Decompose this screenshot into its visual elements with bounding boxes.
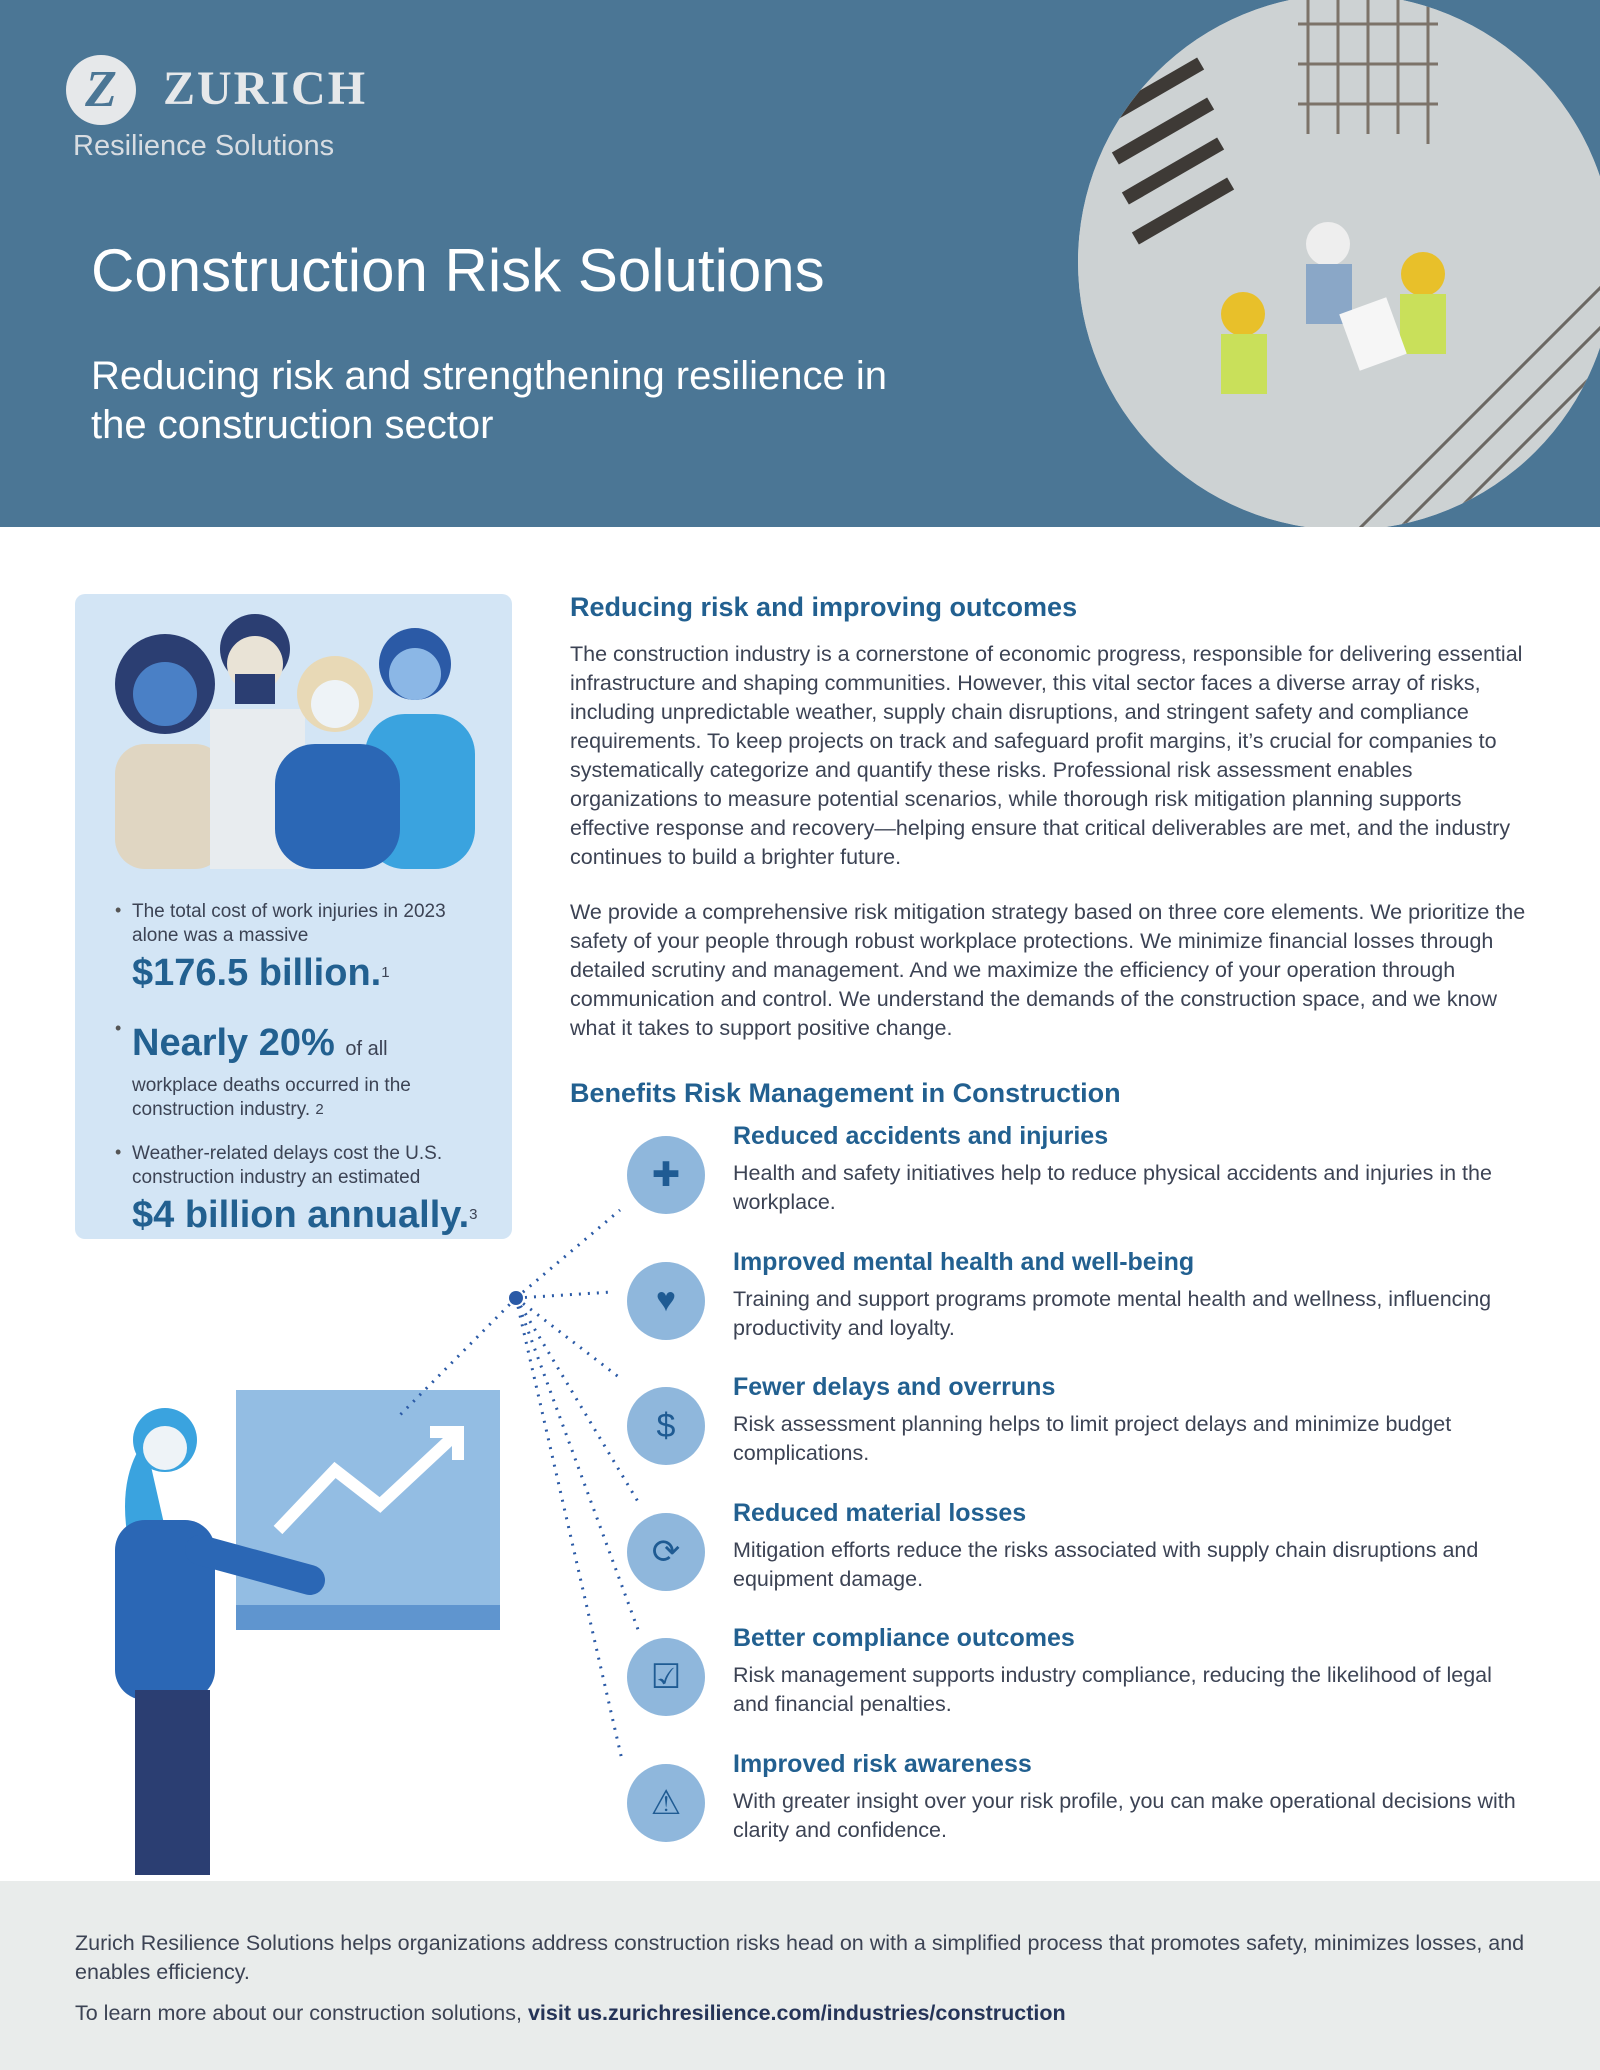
boxes-cycle-icon: ⟳ xyxy=(627,1513,705,1591)
foot-injury-icon: ✚ xyxy=(627,1136,705,1214)
stat-text xyxy=(132,1074,485,1122)
header-banner xyxy=(0,0,1600,527)
footer-summary: Zurich Resilience Solutions helps organizations address construction risks head on with a simplified process that promotes safety, minimizes losses, and enables efficiency. xyxy=(75,1931,1525,1984)
benefit-title: Better compliance outcomes xyxy=(733,1624,1075,1652)
intro-paragraph-2: We provide a comprehensive risk mitigation strategy based on three core elements. We prioritize the safety of your people through robust workplace protections. We minimize financial losses through detailed scrutiny and management. And we maximize the efficiency of your operation through communication and control. We understand the demands of the construction space, and we know what it takes to support positive change. xyxy=(570,900,1526,1040)
benefit-item xyxy=(620,1373,1540,1483)
stat-tail: of all xyxy=(345,1038,388,1060)
logo-subtitle: Resilience Solutions xyxy=(73,130,335,162)
footnote-ref: 2 xyxy=(315,1101,324,1118)
construction-workers-photo xyxy=(1078,0,1600,527)
intro-paragraph-1: The construction industry is a cornerstone of economic progress, responsible for delivering essential infrastructure and shaping communities. However, this vital sector faces a diverse array of risks, including unpredictable weather, supply chain disruptions, and stringent safety and compliance requirements. To keep projects on track and safeguard profit margins, it’s crucial for companies to systematically categorize and quantify these risks. Professional risk assessment enables organizations to measure potential scenarios, while thorough risk mitigation planning supports effective response and recovery—helping ensure that critical deliverables are met, and the industry continues to build a brighter future. xyxy=(570,642,1523,869)
stat-text-body: workplace deaths occurred in the construction industry. xyxy=(132,1075,411,1120)
cta-text: To learn more about our construction solutions, xyxy=(75,2001,522,2025)
benefit-description: Risk assessment planning helps to limit project delays and minimize budget complications. xyxy=(733,1412,1452,1465)
zurich-z-icon: Z xyxy=(66,55,136,125)
website-link[interactable]: visit us.zurichresilience.com/industries/construction xyxy=(527,2001,1066,2025)
benefit-title: Fewer delays and overruns xyxy=(733,1373,1056,1401)
benefit-title: Improved mental health and well-being xyxy=(733,1247,1195,1276)
heart-head-icon: ♥ xyxy=(627,1262,705,1340)
benefit-item xyxy=(620,1248,1540,1358)
clipboard-check-icon: ☑ xyxy=(627,1638,705,1716)
page-title: Construction Risk Solutions xyxy=(91,237,825,304)
stat-workplace-deaths xyxy=(115,1018,485,1122)
benefit-item xyxy=(620,1750,1540,1860)
footnote-ref: 1 xyxy=(381,964,390,981)
benefit-description: Health and safety initiatives help to reduce physical accidents and injuries in the workplace. xyxy=(733,1161,1492,1214)
stat-big-text: $4 billion annually. xyxy=(132,1194,470,1236)
footer xyxy=(0,1881,1600,2070)
benefits-heading: Benefits Risk Management in Construction xyxy=(570,1078,1121,1108)
benefit-item xyxy=(620,1499,1540,1609)
benefit-title: Improved risk awareness xyxy=(733,1749,1032,1778)
stat-value xyxy=(132,948,485,998)
logo-wordmark: ZURICH xyxy=(163,62,368,115)
stat-big-text: Nearly 20% xyxy=(132,1022,335,1064)
benefit-description: Training and support programs promote mental health and wellness, influencing productivity and loyalty. xyxy=(733,1286,1492,1340)
stat-big-text: $176.5 billion. xyxy=(132,952,382,994)
benefit-description: Risk management supports industry compliance, reducing the likelihood of legal and financial penalties. xyxy=(733,1663,1492,1716)
benefit-title: Reduced material losses xyxy=(733,1498,1027,1527)
benefit-description: Mitigation efforts reduce the risks associated with supply chain disruptions and equipment damage. xyxy=(733,1537,1479,1591)
stat-injury-cost xyxy=(115,900,485,998)
footnote-ref: 3 xyxy=(469,1206,478,1223)
statistics-panel xyxy=(75,594,512,1239)
benefit-item xyxy=(620,1624,1540,1734)
benefit-item xyxy=(620,1122,1540,1232)
dollar-shield-icon: $ xyxy=(627,1387,705,1465)
intro-heading: Reducing risk and improving outcomes xyxy=(570,592,1078,622)
footer-cta xyxy=(75,2001,1066,2026)
stat-value xyxy=(132,1018,485,1074)
page-subtitle: Reducing risk and strengthening resilience in the construction sector xyxy=(91,354,888,447)
team-illustration xyxy=(75,594,512,894)
warning-hand-icon: ⚠ xyxy=(627,1764,705,1842)
stat-text: • Weather-related delays cost the U.S. construction industry an estimated xyxy=(132,1143,443,1188)
benefit-description: With greater insight over your risk profile, you can make operational decisions with clarity and confidence. xyxy=(733,1788,1516,1842)
benefit-title: Reduced accidents and injuries xyxy=(733,1122,1109,1150)
stat-text: • The total cost of work injuries in 2023 alone was a massive xyxy=(132,901,446,946)
